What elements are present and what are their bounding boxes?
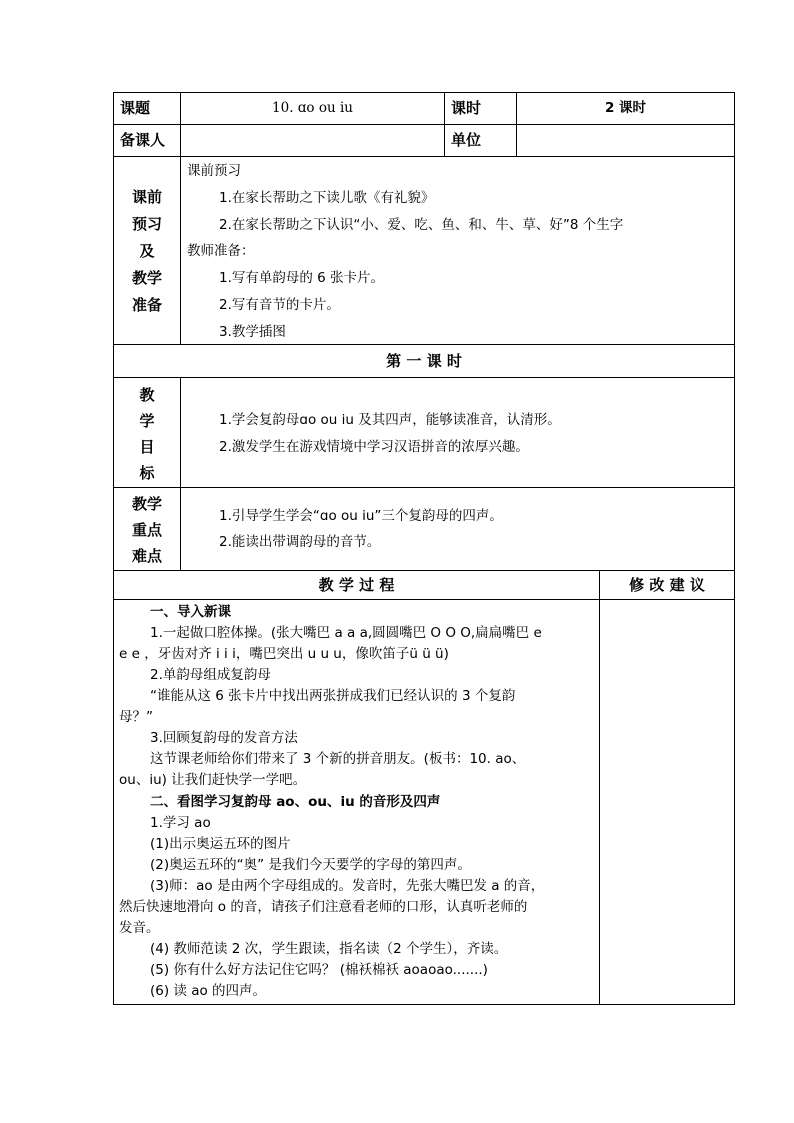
col-divider <box>180 377 181 570</box>
goals-label-line: 目 <box>139 438 155 456</box>
row-divider <box>113 487 735 488</box>
topic-label: 课题 <box>120 99 151 117</box>
goals-label-line: 标 <box>139 464 155 482</box>
process-line: 1.学习 ao <box>150 815 211 831</box>
keypoints-line: 1.引导学生学会“ɑo ou iu”三个复韵母的四声。 <box>219 508 503 524</box>
section-title: 第 一 课 时 <box>386 352 462 370</box>
col-divider <box>599 570 600 1004</box>
process-line: (6) 读 ao 的四声。 <box>150 983 267 999</box>
table-border-top <box>113 92 735 93</box>
process-line: (4) 教师范读 2 次，学生跟读，指名读（2 个学生），齐读。 <box>150 941 508 957</box>
row-divider <box>113 599 735 600</box>
process-line: (2)奥运五环的“奥” 是我们今天要学的字母的第四声。 <box>150 857 471 873</box>
goals-line: 2.激发学生在游戏情境中学习汉语拼音的浓厚兴趣。 <box>219 439 529 455</box>
process-line: 2.单韵母组成复韵母 <box>150 667 271 683</box>
prep-label <box>114 184 180 319</box>
topic-value: 10. ɑo ou iu <box>272 100 353 116</box>
process-line: (3)师：ao 是由两个字母组成的。发音时，先张大嘴巴发 a 的音， <box>150 878 545 894</box>
col-divider <box>444 92 445 156</box>
row-divider <box>113 377 735 378</box>
process-line: e e ，牙齿对齐 i i i，嘴巴突出 u u u，像吹笛子ü ü ü) <box>119 646 449 662</box>
prep-line: 3.教学插图 <box>219 324 286 340</box>
unit-label: 单位 <box>451 131 482 149</box>
process-line: 一、导入新课 <box>150 604 231 620</box>
prep-label-line: 及 <box>139 242 155 260</box>
row-divider <box>113 124 735 125</box>
process-line: “谁能从这 6 张卡片中找出两张拼成我们已经认识的 3 个复韵 <box>150 688 516 704</box>
goals-label-line: 学 <box>139 412 155 430</box>
prep-label-line: 课前 <box>131 188 162 206</box>
prep-line: 课前预习 <box>187 163 241 179</box>
prep-line: 1.写有单韵母的 6 张卡片。 <box>219 270 385 286</box>
prep-label-line: 准备 <box>131 296 162 314</box>
suggestion-title: 修 改 建 议 <box>629 576 705 594</box>
goals-line: 1.学会复韵母ɑo ou iu 及其四声，能够读准音，认清形。 <box>219 412 561 428</box>
prep-line: 教师准备： <box>187 243 255 259</box>
prep-line: 2.写有音节的卡片。 <box>219 297 340 313</box>
process-line: 1.一起做口腔体操。(张大嘴巴 a a a,圆圆嘴巴 O O O,扁扁嘴巴 e <box>150 625 542 641</box>
keypoints-label-line: 重点 <box>131 521 162 539</box>
goals-label <box>114 382 180 486</box>
goals-label-line: 教 <box>139 386 155 404</box>
prep-label-line: 预习 <box>131 215 162 233</box>
preparer-label: 备课人 <box>120 131 166 149</box>
keypoints-label-line: 难点 <box>131 547 162 565</box>
table-border-right <box>734 92 735 1005</box>
hours-label: 课时 <box>451 99 482 117</box>
process-line: 然后快速地滑向 o 的音，请孩子们注意看老师的口形，认真听老师的 <box>119 899 528 915</box>
process-line: 发音。 <box>119 920 160 936</box>
process-line: (5) 你有什么好方法记住它吗？ (棉袄棉袄 aoaoao.......) <box>150 962 488 978</box>
prep-line: 2.在家长帮助之下认识“小、爱、吃、鱼、和、牛、草、好”8 个生字 <box>219 217 624 233</box>
keypoints-label-line: 教学 <box>131 495 162 513</box>
row-divider <box>113 344 735 345</box>
table-border-bottom <box>113 1004 735 1005</box>
col-divider <box>180 92 181 344</box>
process-line: 母？” <box>119 709 153 725</box>
keypoints-label <box>114 491 180 569</box>
process-line: 3.回顾复韵母的发音方法 <box>150 730 298 746</box>
process-line: 这节课老师给你们带来了 3 个新的拼音朋友。(板书：10. ao、 <box>150 751 526 767</box>
prep-label-line: 教学 <box>131 269 162 287</box>
keypoints-line: 2.能读出带调韵母的音节。 <box>219 534 381 550</box>
row-divider <box>113 570 735 571</box>
process-title: 教 学 过 程 <box>318 576 395 594</box>
process-line: ou、iu) 让我们赶快学一学吧。 <box>119 772 307 788</box>
process-line: (1)出示奥运五环的图片 <box>150 836 291 852</box>
row-divider <box>113 156 735 157</box>
process-line: 二、看图学习复韵母 ao、ou、iu 的音形及四声 <box>150 794 441 810</box>
prep-line: 1.在家长帮助之下读儿歌《有礼貌》 <box>219 190 435 206</box>
hours-value: 2 课时 <box>604 100 647 116</box>
